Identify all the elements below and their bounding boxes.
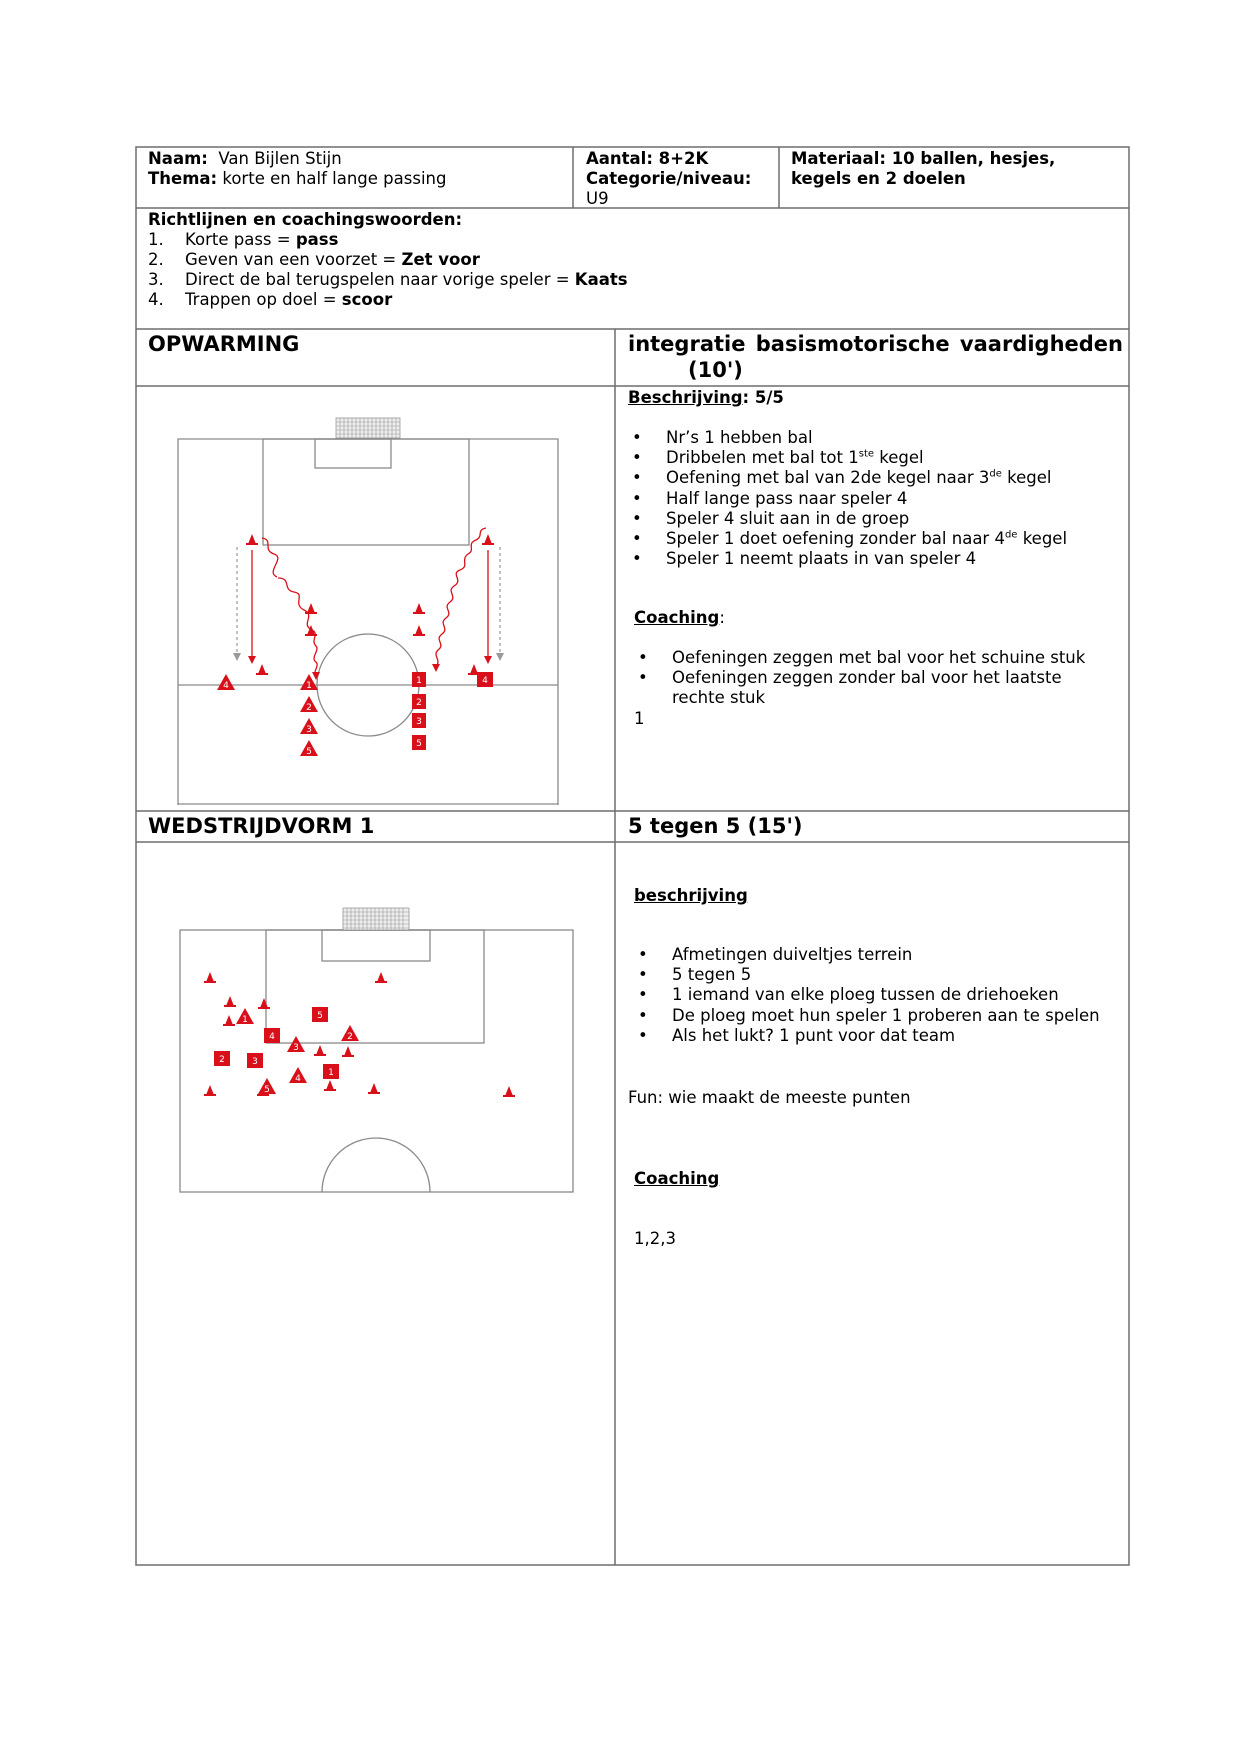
opwarming-right-title: integratie basismotorische vaardigheden (10') xyxy=(628,332,1123,382)
list-item: • Speler 4 sluit aan in de groep xyxy=(628,509,1123,529)
opwarming-title: OPWARMING xyxy=(148,332,300,356)
coaching-label: Coaching xyxy=(634,608,720,627)
svg-text:1: 1 xyxy=(416,676,422,686)
svg-text:4: 4 xyxy=(482,676,488,686)
center-arc xyxy=(322,1138,430,1192)
wedstrijdvorm-coaching-ref: 1,2,3 xyxy=(634,1229,676,1248)
players-squares xyxy=(412,672,493,750)
wedstrijdvorm-diagram xyxy=(170,900,580,1200)
materiaal-line2: kegels en 2 doelen xyxy=(791,169,966,188)
svg-text:2: 2 xyxy=(306,703,312,713)
list-item: • Dribbelen met bal tot 1ste kegel xyxy=(628,448,1123,468)
coaching-bullets xyxy=(634,648,1124,709)
thema-value: korte en half lange passing xyxy=(222,169,447,188)
list-item: • Speler 1 neemt plaats in van speler 4 xyxy=(628,549,1123,569)
richtlijnen-title: Richtlijnen en coachingswoorden: xyxy=(148,210,463,229)
svg-text:5: 5 xyxy=(306,747,312,757)
aantal: Aantal: 8+2K xyxy=(586,149,709,168)
cones xyxy=(204,972,551,1097)
penalty-area xyxy=(266,930,484,1043)
thema-label: Thema: xyxy=(148,169,218,188)
list-item: 2. Geven van een voorzet = Zet voor xyxy=(148,250,480,269)
richtlijnen-section xyxy=(148,210,1118,310)
svg-text:2: 2 xyxy=(219,1055,225,1065)
opwarming-diagram xyxy=(170,410,570,805)
players-triangles xyxy=(217,674,318,757)
wedstrijdvorm-coaching-label: Coaching xyxy=(634,1169,720,1188)
list-item: 1. Korte pass = pass xyxy=(148,230,339,249)
beschrijving-label: Beschrijving xyxy=(628,388,743,407)
cones xyxy=(246,534,494,675)
svg-text:3: 3 xyxy=(252,1057,258,1067)
goal-area xyxy=(315,439,391,468)
svg-text:3: 3 xyxy=(293,1043,299,1053)
list-item: • 5 tegen 5 xyxy=(634,965,1124,985)
beschrijving-label: beschrijving xyxy=(634,886,748,905)
wavy-arrow-left xyxy=(262,538,278,577)
goal-area xyxy=(322,930,430,961)
svg-text:5: 5 xyxy=(317,1011,323,1021)
list-item: • Oefeningen zeggen met bal voor het schuine stuk xyxy=(634,648,1124,668)
svg-text:3: 3 xyxy=(416,717,422,727)
list-item: • 1 iemand van elke ploeg tussen de driehoeken xyxy=(634,985,1124,1005)
opwarming-description: Beschrijving: 5/5 • Nr’s 1 hebben bal • Dribbelen met bal tot 1ste kegel • Oefening met bal van 2de kegel naar 3de kegel • Half lange pass naar speler 4 • Speler 4 sluit aan in de groep • Speler 1 doet oefening zonder bal naar 4de kegel • Speler 1 neemt plaats in van speler 4 xyxy=(628,388,1123,569)
goal-net xyxy=(336,418,400,438)
svg-text:4: 4 xyxy=(295,1074,301,1084)
svg-text:2: 2 xyxy=(416,698,422,708)
header-materiaal xyxy=(791,149,1121,189)
svg-text:4: 4 xyxy=(269,1032,275,1042)
wedstrijdvorm-right-title: 5 tegen 5 (15') xyxy=(628,814,803,838)
list-item: • Als het lukt? 1 punt voor dat team xyxy=(634,1026,1124,1046)
goal-net xyxy=(343,908,409,930)
categorie-label: Categorie/niveau: xyxy=(586,169,752,188)
field-outline xyxy=(180,930,573,1192)
svg-text:5: 5 xyxy=(264,1085,270,1095)
list-item: • De ploeg moet hun speler 1 proberen aan te spelen xyxy=(634,1006,1124,1026)
header-name-theme xyxy=(148,149,568,189)
svg-text:3: 3 xyxy=(306,725,312,735)
naam-value: Van Bijlen Stijn xyxy=(218,149,342,168)
header-aantal-categorie xyxy=(586,149,776,209)
opwarming-coaching: Coaching: • Oefeningen zeggen met bal voor het schuine stuk • Oefeningen zeggen zonder bal voor het laatste rechte stuk 1 xyxy=(634,608,1124,729)
categorie-value: U9 xyxy=(586,189,609,208)
list-item: • Oefeningen zeggen zonder bal voor het laatste rechte stuk xyxy=(634,668,1124,708)
field-outline xyxy=(178,439,558,805)
wedstrijdvorm-bullets xyxy=(634,945,1124,1046)
svg-text:1: 1 xyxy=(328,1068,334,1078)
list-item: • Afmetingen duiveltjes terrein xyxy=(634,945,1124,965)
list-item: • Speler 1 doet oefening zonder bal naar 4de kegel xyxy=(628,529,1123,549)
richtlijnen-list xyxy=(148,230,1118,310)
list-item: 4. Trappen op doel = scoor xyxy=(148,290,393,309)
players-triangles xyxy=(236,1008,359,1095)
wedstrijdvorm-description xyxy=(634,886,1124,1046)
opwarming-bullets xyxy=(628,428,1123,569)
svg-text:4: 4 xyxy=(223,681,229,691)
penalty-area xyxy=(263,439,469,545)
svg-text:5: 5 xyxy=(416,739,422,749)
naam-label: Naam: xyxy=(148,149,208,168)
list-item: • Nr’s 1 hebben bal xyxy=(628,428,1123,448)
materiaal-line1: Materiaal: 10 ballen, hesjes, xyxy=(791,149,1056,168)
list-item: • Oefening met bal van 2de kegel naar 3de kegel xyxy=(628,468,1123,488)
svg-text:1: 1 xyxy=(242,1015,248,1025)
list-item: • Half lange pass naar speler 4 xyxy=(628,489,1123,509)
svg-text:2: 2 xyxy=(347,1032,353,1042)
wedstrijdvorm-title: WEDSTRIJDVORM 1 xyxy=(148,814,375,838)
fun-text: Fun: wie maakt de meeste punten xyxy=(628,1088,911,1107)
list-item: 3. Direct de bal terugspelen naar vorige speler = Kaats xyxy=(148,270,628,289)
svg-text:1: 1 xyxy=(306,681,312,691)
coaching-ref: 1 xyxy=(634,708,645,728)
